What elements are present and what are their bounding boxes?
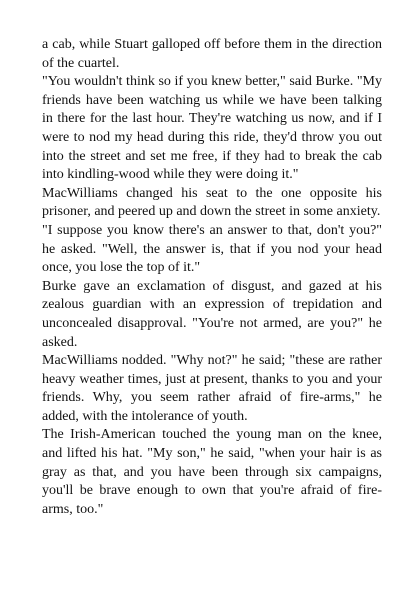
paragraph: MacWilliams nodded. "Why not?" he said; "these are rather heavy weather times, just at present, thanks to you and your friends. Why, you seem rather afraid of fire-arms," he added, with the intolerance of youth. <box>42 353 382 424</box>
paragraph: "You wouldn't think so if you knew better," said Burke. "My friends have been watching us while we have been talking in there for the last hour. They're watching us now, and if I were to nod my head during this ride, they'd throw you out into the street and set me free, if they had to break the cab into kindling-wood while they were doing it." <box>42 74 382 183</box>
paragraph: Burke gave an exclamation of disgust, and gazed at his zealous guardian with an expression of trepidation and unconcealed disapproval. "You're not armed, are you?" he asked. <box>42 278 382 350</box>
paragraph: The Irish-American touched the young man on the knee, and lifted his hat. "My son," he said, "when your hair is as gray as that, and you have been through six campaigns, you'll be brave enough to own that you're afraid of fire-arms, too." <box>42 427 382 517</box>
paragraph: a cab, while Stuart galloped off before them in the direction of the cuartel. <box>42 37 382 71</box>
paragraph: MacWilliams changed his seat to the one opposite his prisoner, and peered up and down the street in some anxiety. <box>42 185 382 220</box>
page-text <box>42 36 382 519</box>
paragraph: "I suppose you know there's an answer to that, don't you?" he asked. "Well, the answer is, that if you nod your head once, you lose the top of it." <box>42 222 382 276</box>
